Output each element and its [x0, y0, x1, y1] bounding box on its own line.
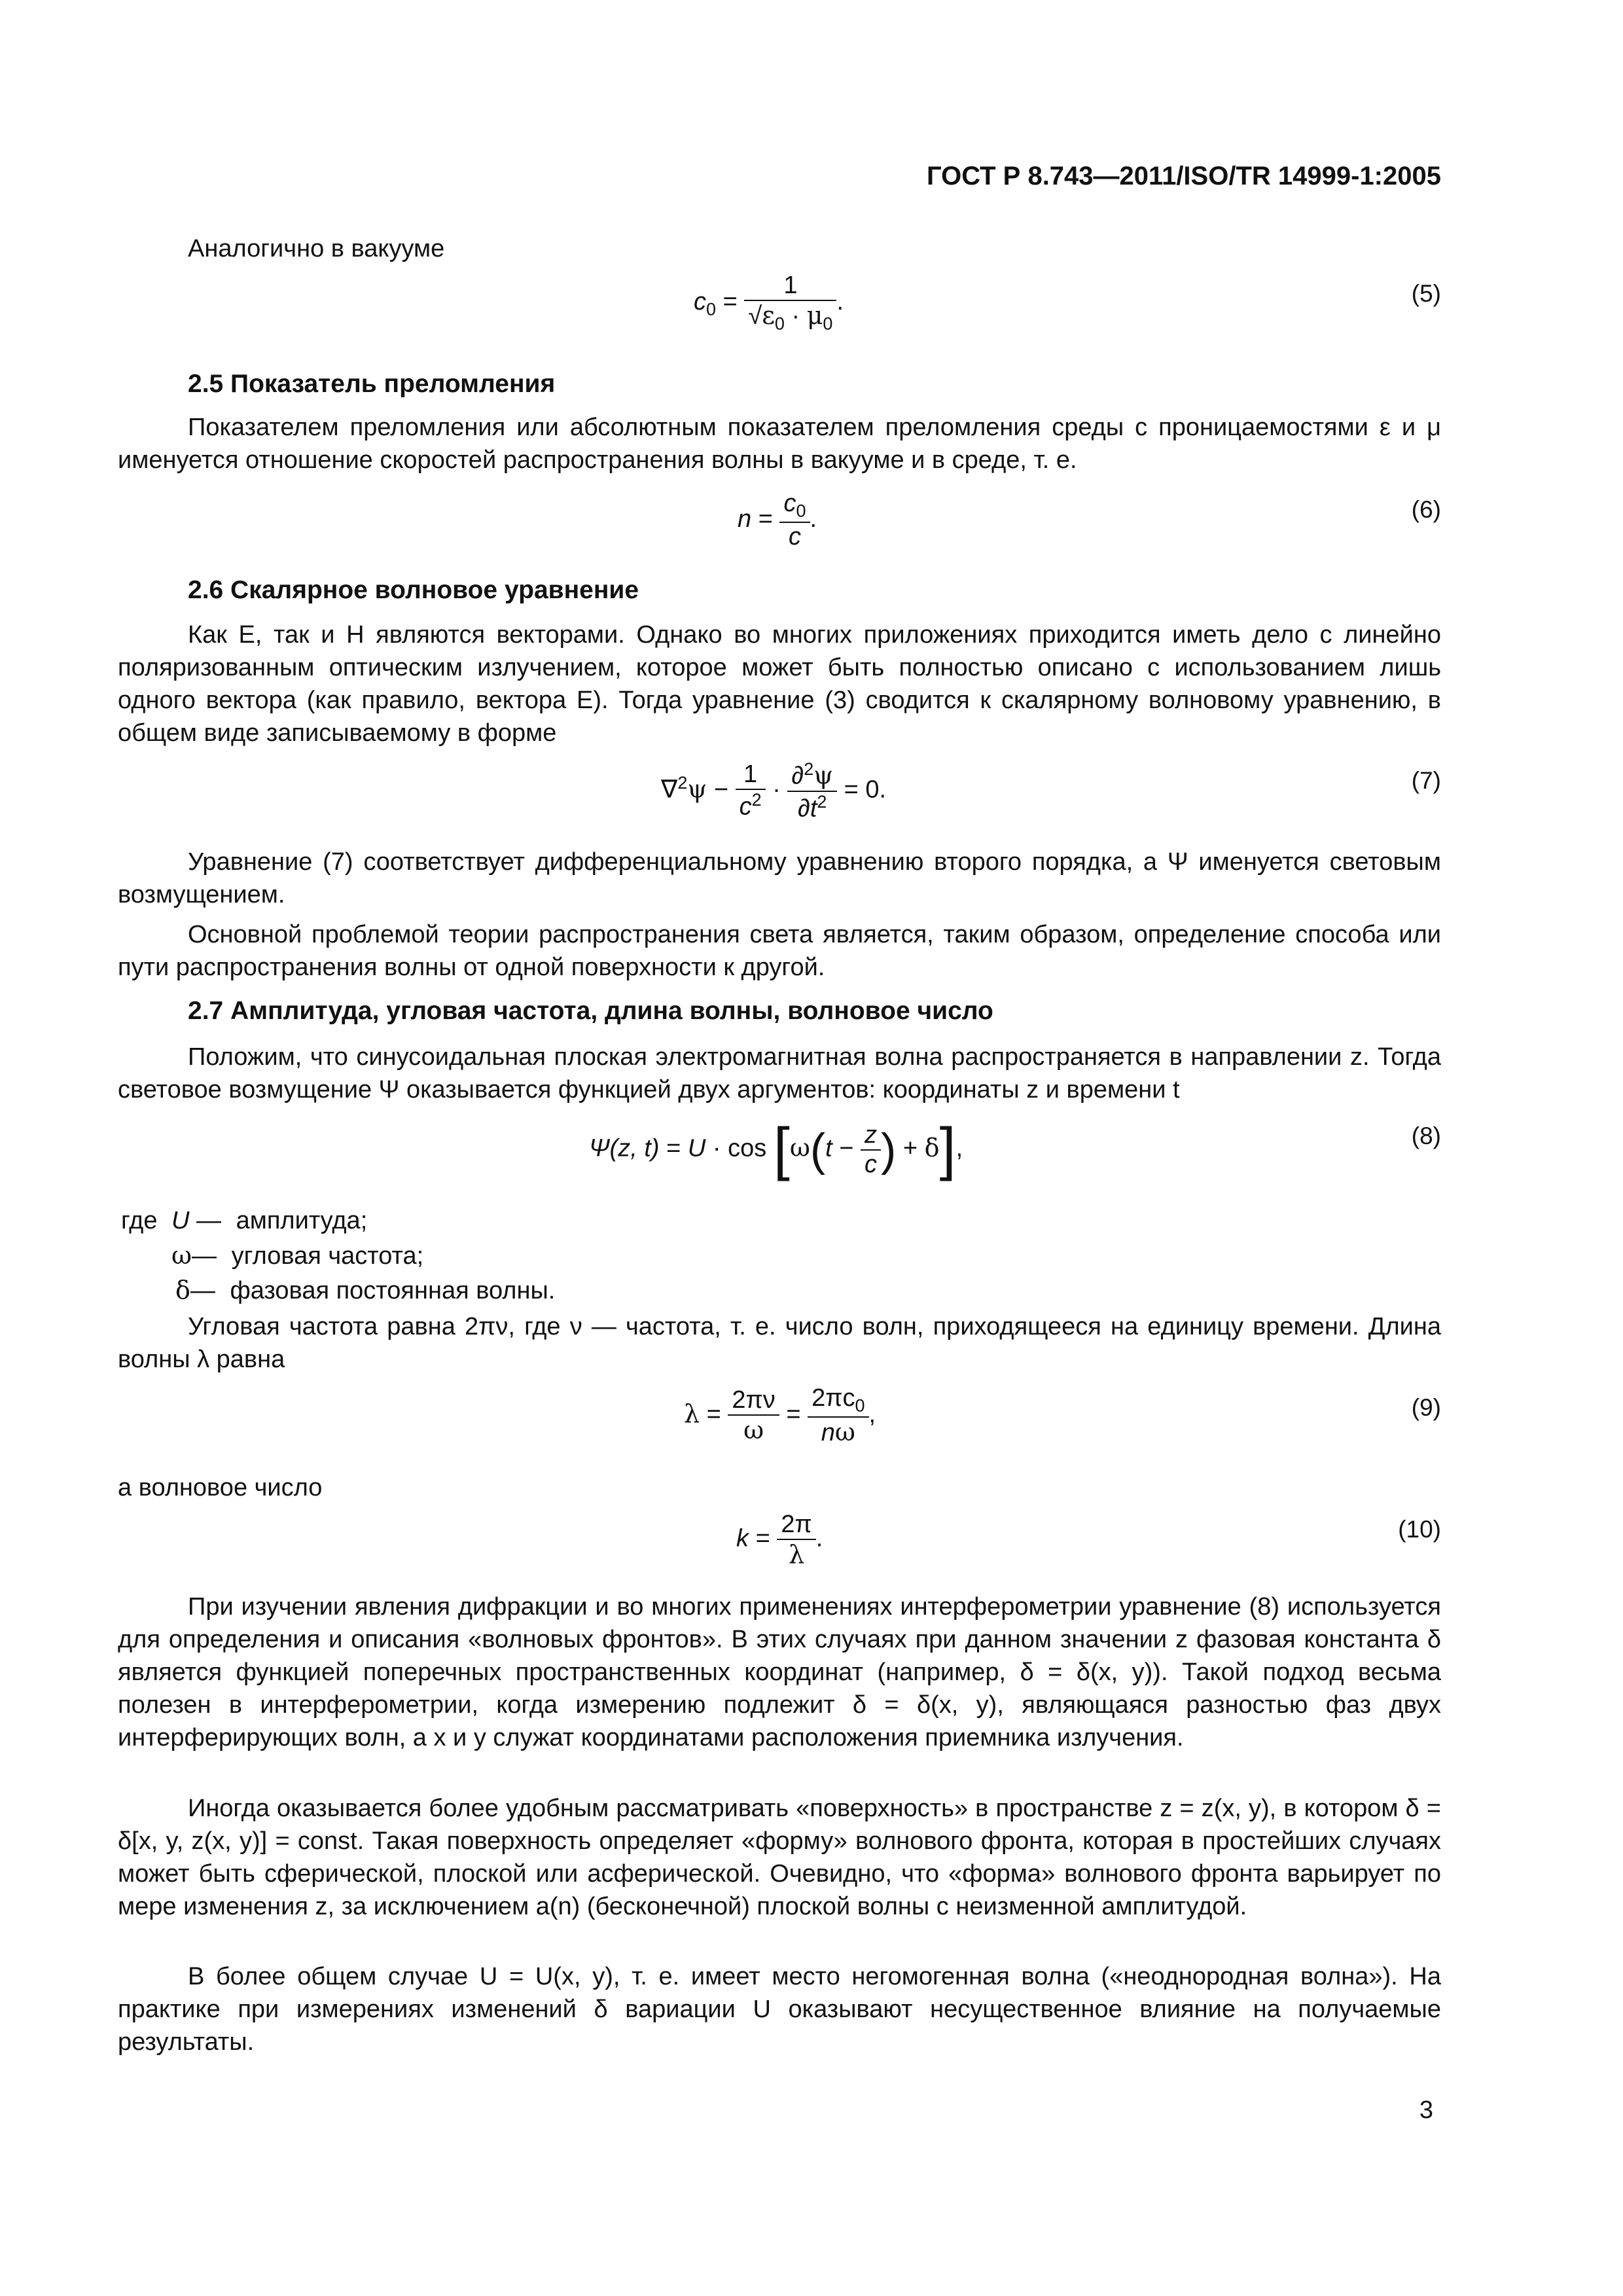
equation-number-8: (8) — [1411, 1122, 1441, 1149]
standard-header: ГОСТ Р 8.743—2011/ISO/TR 14999-1:2005 — [926, 162, 1441, 190]
where-item-delta: δ— фазовая постоянная волны. — [175, 1276, 556, 1304]
equation-9: λ = $\frac{2\pi\nu}{\omega}$ = $\frac{2\pi c_0}{n\omega}$ , — [684, 1384, 876, 1446]
section-2-5-title: 2.5 Показатель преломления — [188, 370, 556, 398]
intro-text: Аналогично в вакууме — [188, 235, 445, 262]
angular-frequency-paragraph: Угловая частота равна 2πν, где ν — частота, т. е. число волн, приходящееся на единицу времени. Длина волны λ равна — [118, 1313, 1441, 1373]
left-bracket-icon: [ — [773, 1117, 790, 1182]
wavenumber-intro: а волновое число — [118, 1474, 323, 1501]
where-item-omega: ω— угловая частота; — [171, 1241, 424, 1270]
diffraction-paragraph: При изучении явления дифракции и во многих применениях интерферометрии уравнение (8) используется для определения и описания «волновых фронтов». В этих случаях при данном значении z фазовая константа δ является функцией поперечных пространственных координат (например, δ = δ(x, y)). Такой подход весьма полезен в интерферометрии, когда измерению подлежит δ = δ(x, y), являющаяся разностью фаз двух интерферирующих волн, а x и y служат координатами расположения приемника излучения. — [118, 1593, 1441, 1751]
general-case-paragraph: В более общем случае U = U(x, y), т. е. имеет место негомогенная волна («неоднородная волна»). На практике при измерениях изменений δ вариации U оказывают несущественное влияние на получаемые результаты. — [118, 1963, 1441, 2056]
equation-8: Ψ(z, t) = U · cos [ω(t − $\frac{z}{c}$ ) + δ], — [589, 1117, 963, 1182]
equation-number-5: (5) — [1411, 280, 1441, 307]
section-2-6-title: 2.6 Скалярное волновое уравнение — [188, 576, 639, 604]
section-2-7-title: 2.7 Амплитуда, угловая частота, длина волны, волновое число — [188, 997, 993, 1025]
sqrt-symbol-icon: √ — [748, 302, 762, 330]
page-number: 3 — [1419, 2096, 1433, 2124]
left-paren-icon: ( — [810, 1124, 826, 1175]
equation-6: n = $\frac{c_0}{c}$ . — [738, 490, 817, 550]
where-item-u: U — амплитуда; — [171, 1207, 368, 1234]
equation-number-10: (10) — [1398, 1516, 1441, 1543]
equation-5: $c_0$ = $\frac{1}{√\varepsilon_0 \cdot \mu_0}$ . — [694, 272, 844, 334]
section-2-6-paragraph-2: Уравнение (7) соответствует дифференциальному уравнению второго порядка, а Ψ именуется световым возмущением. — [118, 848, 1441, 908]
equation-10: k = $\frac{2\pi}{\lambda}$ . — [736, 1511, 823, 1569]
surface-paragraph: Иногда оказывается более удобным рассматривать «поверхность» в пространстве z = z(x, y), в котором δ = δ[x, y, z(x, y)] = const. Такая поверхность определяет «форму» волнового фронта, которая в простейших случаях может быть сферической, плоской или асферической. Очевидно, что «форма» волнового фронта варьирует по мере изменения z, за исключением a(n) (бесконечной) плоской волны с неизменной амплитудой. — [118, 1795, 1441, 1920]
equation-number-9: (9) — [1411, 1394, 1441, 1421]
section-2-5-paragraph: Показателем преломления или абсолютным показателем преломления среды с проницаемостями ε и μ именуется отношение скоростей распространения волны в вакууме и в среде, т. е. — [118, 414, 1441, 474]
section-2-6-paragraph-1: Как E, так и H являются векторами. Однако во многих приложениях приходится иметь дело с линейно поляризованным оптическим излучением, которое может быть полностью описано с использованием лишь одного вектора (как правило, вектора E). Тогда уравнение (3) сводится к скалярному волновому уравнению, в общем виде записываемому в форме — [118, 621, 1441, 747]
equation-number-6: (6) — [1411, 496, 1441, 523]
equation-7: ∇$^2$ψ − $\frac{1}{c^2}$ · $\frac{\partial^2\psi}{\partial t^2}$ = 0. — [661, 759, 887, 823]
where-lead: где — [121, 1207, 158, 1234]
equation-number-7: (7) — [1411, 767, 1441, 794]
right-paren-icon: ) — [881, 1124, 897, 1175]
section-2-6-paragraph-3: Основной проблемой теории распространения света является, таким образом, определение способа или пути распространения волны от одной поверхности к другой. — [118, 921, 1441, 981]
section-2-7-paragraph: Положим, что синусоидальная плоская электромагнитная волна распространяется в направлении z. Тогда световое возмущение Ψ оказывается функцией двух аргументов: координаты z и времени t — [118, 1043, 1441, 1103]
right-bracket-icon: ] — [939, 1117, 956, 1182]
